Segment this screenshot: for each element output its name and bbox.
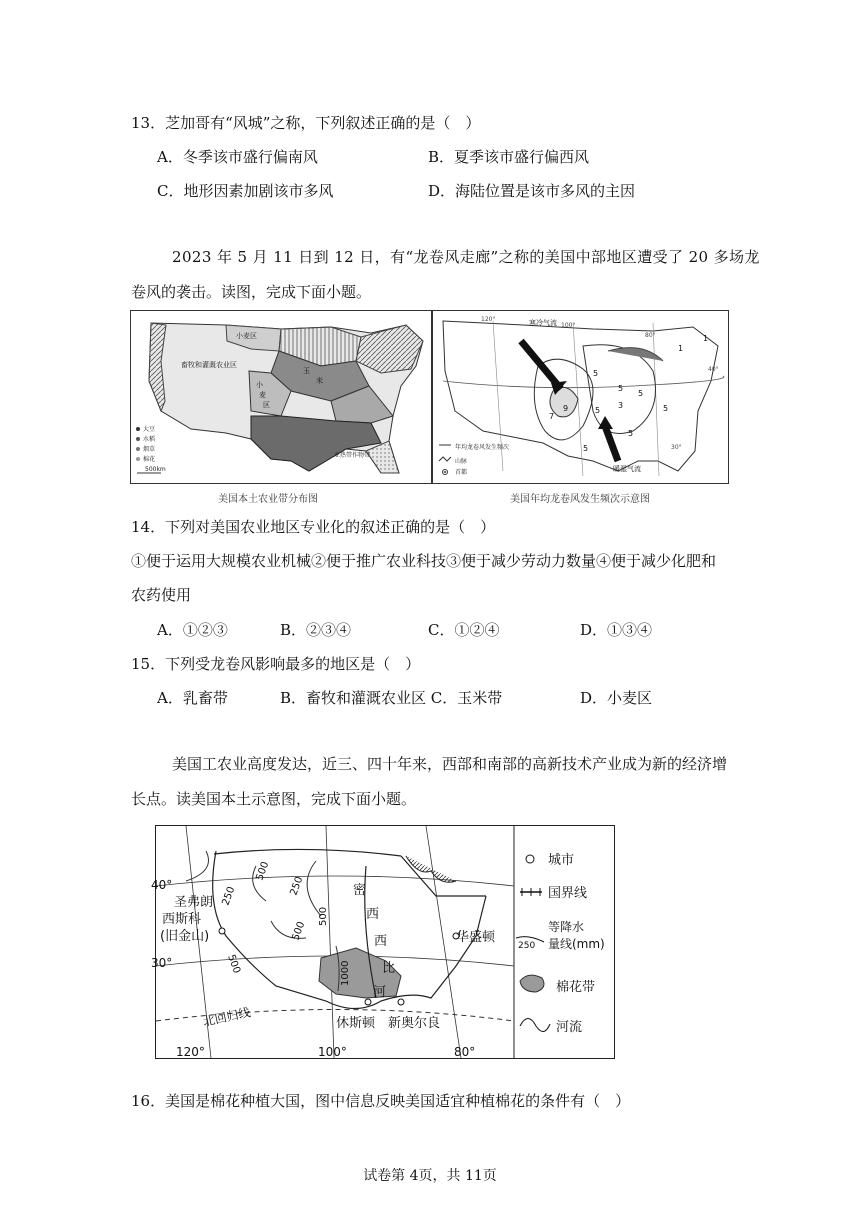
intro1-line2: 卷风的袭击。读图，完成下面小题。 bbox=[131, 283, 372, 301]
subtropical-label: 亚热带作物带 bbox=[334, 452, 371, 459]
ranch-label: 畜牧和灌溉农业区 bbox=[181, 361, 237, 369]
sf-label-1: 圣弗朗 bbox=[174, 895, 214, 910]
q14-line3: 农药使用 bbox=[131, 586, 192, 604]
iso-1000: 1000 bbox=[340, 960, 351, 986]
iso-500-d: 500 bbox=[225, 953, 243, 975]
lon100: 100° bbox=[561, 322, 576, 329]
q15-option-b: B．畜牧和灌溉农业区 C．玉米带 bbox=[280, 689, 503, 707]
freq-1: 5 bbox=[593, 369, 599, 378]
us-cotton-map bbox=[151, 825, 615, 1059]
iso-250-a: 250 bbox=[220, 885, 238, 908]
small-wheat-3: 区 bbox=[263, 401, 270, 409]
lon120-label: 120° bbox=[176, 1045, 205, 1059]
sf-label-3: (旧金山) bbox=[160, 929, 210, 944]
q14-option-a: A．①②③ bbox=[157, 621, 228, 639]
q15-option-a: A．乳畜带 bbox=[157, 689, 228, 707]
iso-500-a: 500 bbox=[254, 860, 272, 883]
freq-12: 1 bbox=[703, 334, 709, 343]
lon80-label: 80° bbox=[454, 1045, 476, 1059]
tornado-frequency-map bbox=[432, 310, 729, 484]
freq-4: 7 bbox=[549, 412, 555, 421]
small-wheat-1: 小 bbox=[256, 381, 263, 389]
freq-10: 5 bbox=[663, 404, 669, 413]
lat40: 40° bbox=[708, 366, 719, 373]
mississippi-2: 西 bbox=[366, 907, 380, 922]
q13-option-a: A．冬季该市盛行偏南风 bbox=[157, 148, 318, 166]
freq-11: 1 bbox=[678, 344, 684, 353]
warm-air-label: 暖湿气流 bbox=[613, 465, 641, 473]
freq-7: 3 bbox=[618, 401, 624, 410]
legend-city: 城市 bbox=[548, 853, 575, 868]
legend-iso-val: 250 bbox=[518, 941, 536, 951]
legend-iso-b: 量线(mm) bbox=[548, 937, 605, 951]
legend-soybean: 大豆 bbox=[143, 426, 156, 433]
intro1-line1: 2023 年 5 月 11 日到 12 日，有“龙卷风走廊”之称的美国中部地区遭受了 20 多场龙 bbox=[172, 248, 760, 266]
freq-3: 5 bbox=[638, 389, 644, 398]
q16-stem: 16．美国是棉花种植大国，图中信息反映美国适宜种植棉花的条件有（ ） bbox=[131, 1092, 631, 1110]
freq-6: 5 bbox=[595, 406, 601, 415]
lon80: 80° bbox=[645, 332, 656, 339]
q14-line2: ①便于运用大规模农业机械②便于推广农业科技③便于减少劳动力数量④便于减少化肥和 bbox=[131, 552, 717, 570]
neworleans-label: 新奥尔良 bbox=[388, 1016, 441, 1031]
sf-label-2: 西斯科 bbox=[162, 912, 202, 927]
scale-label: 500km bbox=[145, 466, 166, 473]
q14-option-b: B．②③④ bbox=[280, 621, 352, 639]
corn-label-b: 米 bbox=[316, 377, 323, 385]
mississippi-1: 密 bbox=[353, 883, 367, 898]
freq-5: 9 bbox=[563, 404, 569, 413]
page-footer: 试卷第 4页，共 11页 bbox=[363, 1168, 497, 1184]
lat40-label: 40° bbox=[151, 878, 173, 892]
mississippi-3: 西 bbox=[374, 934, 388, 949]
lat30: 30° bbox=[671, 444, 682, 451]
map2-caption: 美国年均龙卷风发生频次示意图 bbox=[510, 494, 650, 505]
tropic-label: 北回归线 bbox=[201, 1005, 252, 1029]
lon120: 120° bbox=[481, 316, 496, 323]
iso-250-b: 250 bbox=[288, 875, 306, 898]
legend-tobacco: 烟草 bbox=[143, 446, 156, 453]
q13-option-c: C．地形因素加剧该市多风 bbox=[157, 182, 334, 200]
q14-option-c: C．①②④ bbox=[428, 621, 500, 639]
intro2-line1: 美国工农业高度发达，近三、四十年来，西部和南部的高新技术产业成为新的经济增 bbox=[172, 755, 728, 773]
legend-cotton: 棉花 bbox=[143, 456, 156, 463]
mississippi-4: 比 bbox=[382, 961, 396, 976]
q15-stem: 15．下列受龙卷风影响最多的地区是（ ） bbox=[131, 655, 421, 673]
legend-capital: 首都 bbox=[455, 469, 468, 476]
map1-caption: 美国本土农业带分布图 bbox=[218, 494, 318, 505]
small-wheat-2: 麦 bbox=[259, 391, 266, 399]
legend-mountain: 山脉 bbox=[455, 458, 468, 465]
iso-500-b: 500 bbox=[290, 920, 308, 943]
houston-label: 休斯顿 bbox=[336, 1016, 376, 1031]
legend-river: 河流 bbox=[556, 1020, 583, 1035]
corn-label-a: 玉 bbox=[303, 367, 310, 375]
wheat-label: 小麦区 bbox=[236, 332, 257, 340]
q14-stem: 14．下列对美国农业地区专业化的叙述正确的是（ ） bbox=[131, 518, 496, 536]
legend-iso-a: 等降水 bbox=[548, 920, 585, 934]
intro2-line2: 长点。读美国本土示意图，完成下面小题。 bbox=[131, 790, 417, 808]
freq-9: 5 bbox=[628, 429, 634, 438]
freq-8: 5 bbox=[583, 444, 589, 453]
freq-2: 5 bbox=[618, 384, 624, 393]
q13-option-b: B．夏季该市盛行偏西风 bbox=[428, 148, 590, 166]
iso-500-c: 500 bbox=[318, 906, 329, 926]
q13-stem: 13．芝加哥有“风城”之称，下列叙述正确的是（ ） bbox=[131, 114, 481, 132]
agriculture-belt-map bbox=[130, 310, 432, 484]
legend-cotton: 棉花带 bbox=[556, 980, 596, 995]
q14-option-d: D．①③④ bbox=[580, 621, 653, 639]
washington-label: 华盛顿 bbox=[456, 930, 496, 945]
mississippi-5: 河 bbox=[373, 985, 387, 1000]
lon100-label: 100° bbox=[318, 1045, 347, 1059]
legend-rice: 水稻 bbox=[143, 436, 156, 443]
cold-air-label: 寒冷气流 bbox=[529, 319, 557, 327]
q13-option-d: D．海陆位置是该市多风的主因 bbox=[428, 182, 636, 200]
legend-frequency: 年均龙卷风发生频次 bbox=[455, 444, 510, 451]
legend-border: 国界线 bbox=[548, 886, 588, 901]
lat30-label: 30° bbox=[151, 956, 173, 970]
q15-option-d: D．小麦区 bbox=[580, 689, 653, 707]
